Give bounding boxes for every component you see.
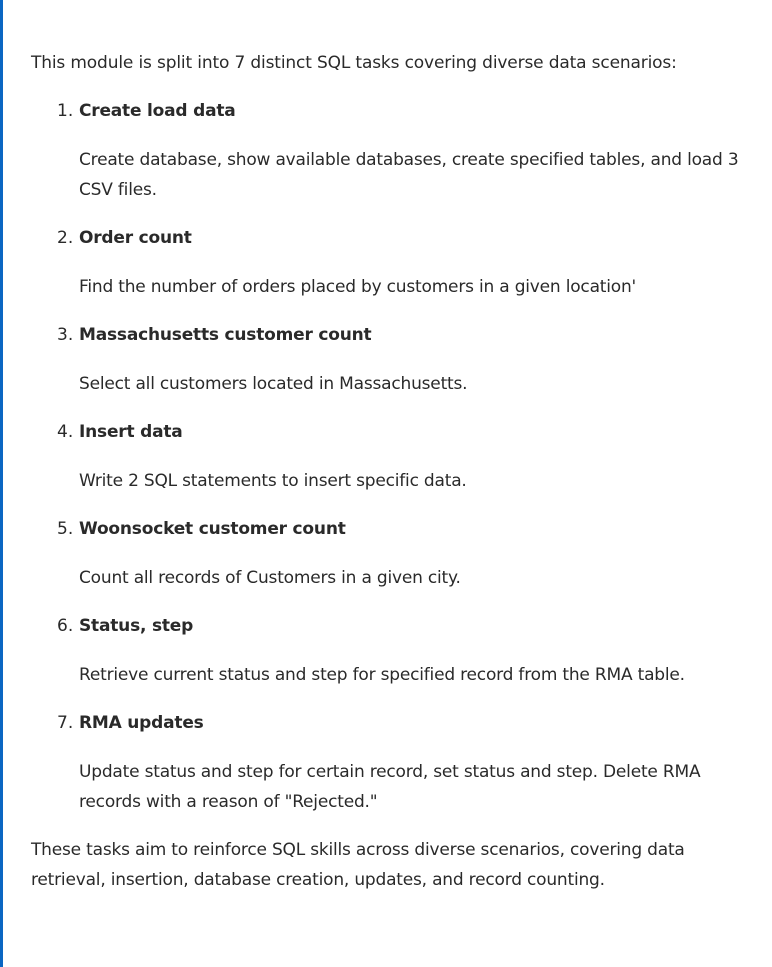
task-number: 3. <box>57 325 74 345</box>
task-item <box>31 708 746 817</box>
task-item <box>31 611 746 690</box>
task-number: 4. <box>57 422 74 442</box>
task-number: 2. <box>57 228 74 248</box>
task-title: Woonsocket customer count <box>79 519 346 539</box>
intro-paragraph: This module is split into 7 distinct SQL tasks covering diverse data scenarios: <box>31 53 677 73</box>
left-accent-border <box>0 0 3 967</box>
task-description: Select all customers located in Massachusetts. <box>79 374 468 394</box>
task-title: RMA updates <box>79 713 204 733</box>
task-description: Update status and step for certain record, set status and step. Delete RMA records with a reason of "Rejected." <box>79 762 701 812</box>
task-number: 6. <box>57 616 74 636</box>
task-description: Write 2 SQL statements to insert specific data. <box>79 471 467 491</box>
task-title: Massachusetts customer count <box>79 325 372 345</box>
task-description: Find the number of orders placed by customers in a given location' <box>79 277 637 297</box>
task-number: 1. <box>57 101 74 121</box>
task-item <box>31 514 746 593</box>
task-item <box>31 96 746 205</box>
outro-paragraph: These tasks aim to reinforce SQL skills across diverse scenarios, covering data retrieval, insertion, database creation, updates, and record counting. <box>31 840 685 890</box>
task-list <box>31 96 746 817</box>
task-title: Create load data <box>79 101 236 121</box>
task-title: Status, step <box>79 616 194 636</box>
task-number: 7. <box>57 713 74 733</box>
task-item <box>31 223 746 302</box>
task-item <box>31 320 746 399</box>
task-title: Order count <box>79 228 192 248</box>
task-description: Create database, show available databases, create specified tables, and load 3 CSV files. <box>79 150 739 200</box>
task-description: Count all records of Customers in a given city. <box>79 568 461 588</box>
module-description <box>31 48 746 895</box>
task-description: Retrieve current status and step for specified record from the RMA table. <box>79 665 685 685</box>
task-number: 5. <box>57 519 74 539</box>
task-item <box>31 417 746 496</box>
task-title: Insert data <box>79 422 183 442</box>
